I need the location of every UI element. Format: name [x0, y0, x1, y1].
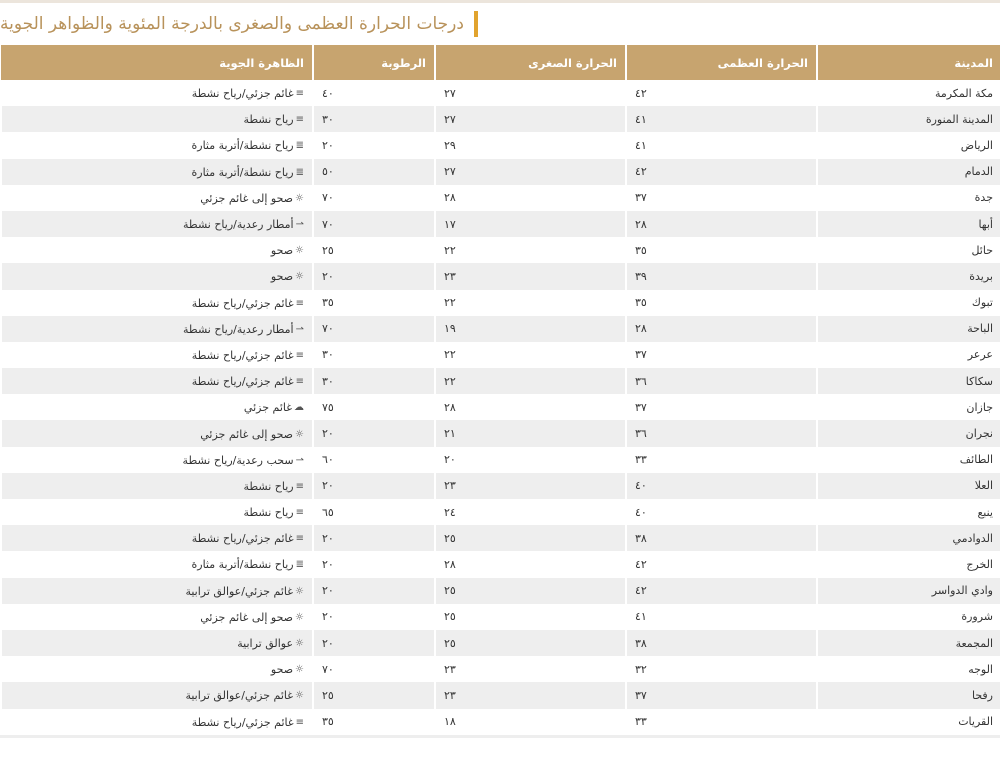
cell-min-temp: ١٧: [435, 211, 626, 237]
table-row: [1, 80, 1000, 106]
cell-max-temp: ٣٣: [626, 447, 817, 473]
table-row: [1, 551, 1000, 577]
dust-icon: ≣: [295, 559, 304, 571]
cell-city: ينبع: [817, 499, 1000, 525]
weather-text: أمطار رعدية/رياح نشطة: [183, 322, 294, 336]
cell-max-temp: ٣٦: [626, 368, 817, 394]
weather-text: رياح نشطة: [243, 113, 294, 127]
weather-text: غائم جزئي/رياح نشطة: [191, 348, 294, 362]
cell-min-temp: ٢٥: [435, 525, 626, 551]
cell-weather: [1, 447, 313, 473]
cell-weather: [1, 656, 313, 682]
table-row: [1, 394, 1000, 420]
cell-min-temp: ٢٨: [435, 394, 626, 420]
cell-city: شرورة: [817, 604, 1000, 630]
table-row: [1, 525, 1000, 551]
cell-city: الدمام: [817, 159, 1000, 185]
cell-humidity: ٢٠: [313, 630, 435, 656]
cell-humidity: ٢٠: [313, 604, 435, 630]
cell-max-temp: ٣٧: [626, 185, 817, 211]
weather-text: سحب رعدية/رياح نشطة: [182, 453, 294, 467]
weather-text: رياح نشطة/أتربة مثارة: [191, 165, 294, 179]
cell-min-temp: ٢٨: [435, 551, 626, 577]
cell-weather: [1, 80, 313, 106]
cell-humidity: ٣٥: [313, 709, 435, 735]
weather-text: صحو إلى غائم جزئي: [200, 191, 294, 205]
table-row: [1, 630, 1000, 656]
cell-min-temp: ٢٣: [435, 682, 626, 708]
wind-cloud-icon: ≡: [295, 88, 304, 100]
cell-weather: [1, 499, 313, 525]
cell-city: القريات: [817, 709, 1000, 735]
cell-humidity: ٧٥: [313, 394, 435, 420]
page-title: درجات الحرارة العظمى والصغرى بالدرجة المئوية والظواهر الجوية: [0, 14, 464, 34]
cell-humidity: ٢٥: [313, 237, 435, 263]
thunder-icon: ⇀: [295, 323, 304, 335]
cell-city: وادي الدواسر: [817, 578, 1000, 604]
cell-city: الباحة: [817, 316, 1000, 342]
cell-weather: [1, 159, 313, 185]
wind-cloud-icon: ≡: [295, 376, 304, 388]
cell-city: نجران: [817, 420, 1000, 446]
cell-min-temp: ٢٢: [435, 342, 626, 368]
cell-weather: [1, 682, 313, 708]
cell-weather: [1, 106, 313, 132]
table-row: [1, 368, 1000, 394]
cell-humidity: ٣٠: [313, 106, 435, 132]
cell-humidity: ٣٥: [313, 290, 435, 316]
table-header-row: [1, 45, 1000, 80]
cell-city: جازان: [817, 394, 1000, 420]
weather-text: غائم جزئي/رياح نشطة: [191, 87, 294, 101]
weather-text: رياح نشطة/أتربة مثارة: [191, 558, 294, 572]
cell-city: الخرج: [817, 551, 1000, 577]
thunder-icon: ⇀: [295, 219, 304, 231]
thunder-icon: ⇀: [295, 454, 304, 466]
cell-city: العلا: [817, 473, 1000, 499]
sun-icon: ☼: [295, 271, 304, 283]
cell-humidity: ٢٠: [313, 551, 435, 577]
weather-text: صحو إلى غائم جزئي: [200, 610, 294, 624]
table-row: [1, 237, 1000, 263]
cell-humidity: ٧٠: [313, 211, 435, 237]
column-header-weather: الظاهرة الجوية: [1, 45, 313, 80]
cell-min-temp: ٢٧: [435, 80, 626, 106]
table-row: [1, 709, 1000, 735]
cell-humidity: ٣٠: [313, 368, 435, 394]
cell-max-temp: ٣٣: [626, 709, 817, 735]
cell-min-temp: ٢٢: [435, 368, 626, 394]
cell-weather: [1, 709, 313, 735]
cell-min-temp: ٢٥: [435, 604, 626, 630]
cell-max-temp: ٤٢: [626, 551, 817, 577]
table-row: [1, 473, 1000, 499]
weather-text: غائم جزئي/رياح نشطة: [191, 532, 294, 546]
sun-dust-icon: ☼: [295, 585, 304, 597]
cell-max-temp: ٣٧: [626, 394, 817, 420]
weather-text: صحو: [270, 244, 294, 258]
cell-min-temp: ١٩: [435, 316, 626, 342]
cell-city: الوجه: [817, 656, 1000, 682]
wind-cloud-icon: ≡: [295, 297, 304, 309]
cell-humidity: ٢٥: [313, 682, 435, 708]
table-row: [1, 290, 1000, 316]
cell-max-temp: ٣٢: [626, 656, 817, 682]
cell-min-temp: ٢٣: [435, 656, 626, 682]
cell-humidity: ٧٠: [313, 316, 435, 342]
cell-humidity: ٢٠: [313, 525, 435, 551]
partly-cloudy-icon: ☁: [294, 402, 304, 414]
cell-weather: [1, 342, 313, 368]
cell-max-temp: ٣٥: [626, 237, 817, 263]
cell-city: المجمعة: [817, 630, 1000, 656]
cell-city: حائل: [817, 237, 1000, 263]
cell-city: الدوادمي: [817, 525, 1000, 551]
cell-min-temp: ٢٩: [435, 132, 626, 158]
table-row: [1, 499, 1000, 525]
cell-weather: [1, 578, 313, 604]
weather-table: [0, 45, 1000, 735]
weather-text: رياح نشطة: [243, 506, 294, 520]
sun-icon: ☼: [295, 664, 304, 676]
cell-humidity: ٢٠: [313, 420, 435, 446]
sun-cloud-icon: ☼: [295, 428, 304, 440]
cell-humidity: ٦٥: [313, 499, 435, 525]
cell-weather: [1, 630, 313, 656]
weather-text: صحو: [270, 663, 294, 677]
sun-cloud-icon: ☼: [295, 192, 304, 204]
weather-text: غائم جزئي/رياح نشطة: [191, 375, 294, 389]
weather-text: صحو: [270, 270, 294, 284]
cell-city: الطائف: [817, 447, 1000, 473]
sun-cloud-icon: ☼: [295, 611, 304, 623]
cell-humidity: ٦٠: [313, 447, 435, 473]
table-row: [1, 211, 1000, 237]
cell-min-temp: ١٨: [435, 709, 626, 735]
weather-text: صحو إلى غائم جزئي: [200, 427, 294, 441]
weather-text: غائم جزئي/رياح نشطة: [191, 715, 294, 729]
cell-city: أبها: [817, 211, 1000, 237]
table-row: [1, 578, 1000, 604]
cell-weather: [1, 211, 313, 237]
cell-humidity: ٥٠: [313, 159, 435, 185]
table-row: [1, 604, 1000, 630]
cell-city: رفحا: [817, 682, 1000, 708]
cell-max-temp: ٤٠: [626, 499, 817, 525]
cell-weather: [1, 551, 313, 577]
sun-dust-icon: ☼: [295, 638, 304, 650]
cell-humidity: ٢٠: [313, 473, 435, 499]
cell-humidity: ٧٠: [313, 656, 435, 682]
cell-city: المدينة المنورة: [817, 106, 1000, 132]
table-row: [1, 185, 1000, 211]
cell-max-temp: ٤٢: [626, 578, 817, 604]
cell-min-temp: ٢٧: [435, 159, 626, 185]
cell-min-temp: ٢٣: [435, 263, 626, 289]
wind-icon: ≡: [295, 480, 304, 492]
cell-max-temp: ٤٠: [626, 473, 817, 499]
cell-max-temp: ٣٥: [626, 290, 817, 316]
weather-text: غائم جزئي/رياح نشطة: [191, 296, 294, 310]
cell-max-temp: ٣٦: [626, 420, 817, 446]
cell-weather: [1, 394, 313, 420]
title-accent-bar: [474, 11, 478, 37]
bottom-divider: [0, 735, 1000, 738]
title-bar: [0, 3, 1000, 45]
cell-humidity: ٤٠: [313, 80, 435, 106]
dust-icon: ≣: [295, 140, 304, 152]
cell-min-temp: ٢٣: [435, 473, 626, 499]
weather-text: غائم جزئي/عوالق ترابية: [185, 689, 294, 703]
wind-cloud-icon: ≡: [295, 716, 304, 728]
sun-icon: ☼: [295, 245, 304, 257]
cell-city: الرياض: [817, 132, 1000, 158]
sun-dust-icon: ☼: [295, 690, 304, 702]
cell-weather: [1, 604, 313, 630]
cell-max-temp: ٣٧: [626, 342, 817, 368]
cell-weather: [1, 420, 313, 446]
cell-weather: [1, 132, 313, 158]
cell-city: مكة المكرمة: [817, 80, 1000, 106]
cell-weather: [1, 473, 313, 499]
cell-max-temp: ٤١: [626, 132, 817, 158]
table-row: [1, 132, 1000, 158]
cell-max-temp: ٢٨: [626, 211, 817, 237]
cell-max-temp: ٤١: [626, 604, 817, 630]
table-row: [1, 447, 1000, 473]
table-row: [1, 316, 1000, 342]
cell-min-temp: ٢٨: [435, 185, 626, 211]
cell-min-temp: ٢٠: [435, 447, 626, 473]
column-header-humidity: الرطوبة: [313, 45, 435, 80]
cell-max-temp: ٣٨: [626, 525, 817, 551]
cell-min-temp: ٢١: [435, 420, 626, 446]
cell-max-temp: ٤٢: [626, 159, 817, 185]
cell-weather: [1, 237, 313, 263]
cell-weather: [1, 525, 313, 551]
weather-text: عوالق ترابية: [237, 637, 294, 651]
cell-weather: [1, 185, 313, 211]
cell-humidity: ٣٠: [313, 342, 435, 368]
column-header-city: المدينة: [817, 45, 1000, 80]
cell-max-temp: ٣٧: [626, 682, 817, 708]
cell-humidity: ٢٠: [313, 263, 435, 289]
cell-city: عرعر: [817, 342, 1000, 368]
wind-icon: ≡: [295, 507, 304, 519]
cell-humidity: ٢٠: [313, 132, 435, 158]
table-row: [1, 682, 1000, 708]
weather-text: أمطار رعدية/رياح نشطة: [183, 218, 294, 232]
table-row: [1, 342, 1000, 368]
cell-weather: [1, 316, 313, 342]
cell-max-temp: ٤١: [626, 106, 817, 132]
cell-humidity: ٧٠: [313, 185, 435, 211]
table-row: [1, 159, 1000, 185]
wind-cloud-icon: ≡: [295, 533, 304, 545]
table-row: [1, 263, 1000, 289]
cell-weather: [1, 290, 313, 316]
wind-cloud-icon: ≡: [295, 349, 304, 361]
cell-min-temp: ٢٢: [435, 237, 626, 263]
table-row: [1, 420, 1000, 446]
cell-max-temp: ٢٨: [626, 316, 817, 342]
weather-text: رياح نشطة: [243, 479, 294, 493]
cell-city: تبوك: [817, 290, 1000, 316]
table-row: [1, 656, 1000, 682]
weather-text: غائم جزئي: [243, 401, 292, 415]
cell-max-temp: ٤٢: [626, 80, 817, 106]
cell-min-temp: ٢٥: [435, 578, 626, 604]
cell-weather: [1, 263, 313, 289]
cell-max-temp: ٣٩: [626, 263, 817, 289]
cell-min-temp: ٢٥: [435, 630, 626, 656]
cell-min-temp: ٢٧: [435, 106, 626, 132]
cell-city: سكاكا: [817, 368, 1000, 394]
cell-weather: [1, 368, 313, 394]
cell-city: بريدة: [817, 263, 1000, 289]
cell-city: جدة: [817, 185, 1000, 211]
table-row: [1, 106, 1000, 132]
cell-min-temp: ٢٢: [435, 290, 626, 316]
column-header-min-temp: الحرارة الصغرى: [435, 45, 626, 80]
dust-icon: ≣: [295, 166, 304, 178]
column-header-max-temp: الحرارة العظمى: [626, 45, 817, 80]
table-body: [1, 80, 1000, 735]
wind-icon: ≡: [295, 114, 304, 126]
cell-max-temp: ٣٨: [626, 630, 817, 656]
weather-text: غائم جزئي/عوالق ترابية: [185, 584, 294, 598]
weather-text: رياح نشطة/أتربة مثارة: [191, 139, 294, 153]
cell-humidity: ٢٠: [313, 578, 435, 604]
cell-min-temp: ٢٤: [435, 499, 626, 525]
